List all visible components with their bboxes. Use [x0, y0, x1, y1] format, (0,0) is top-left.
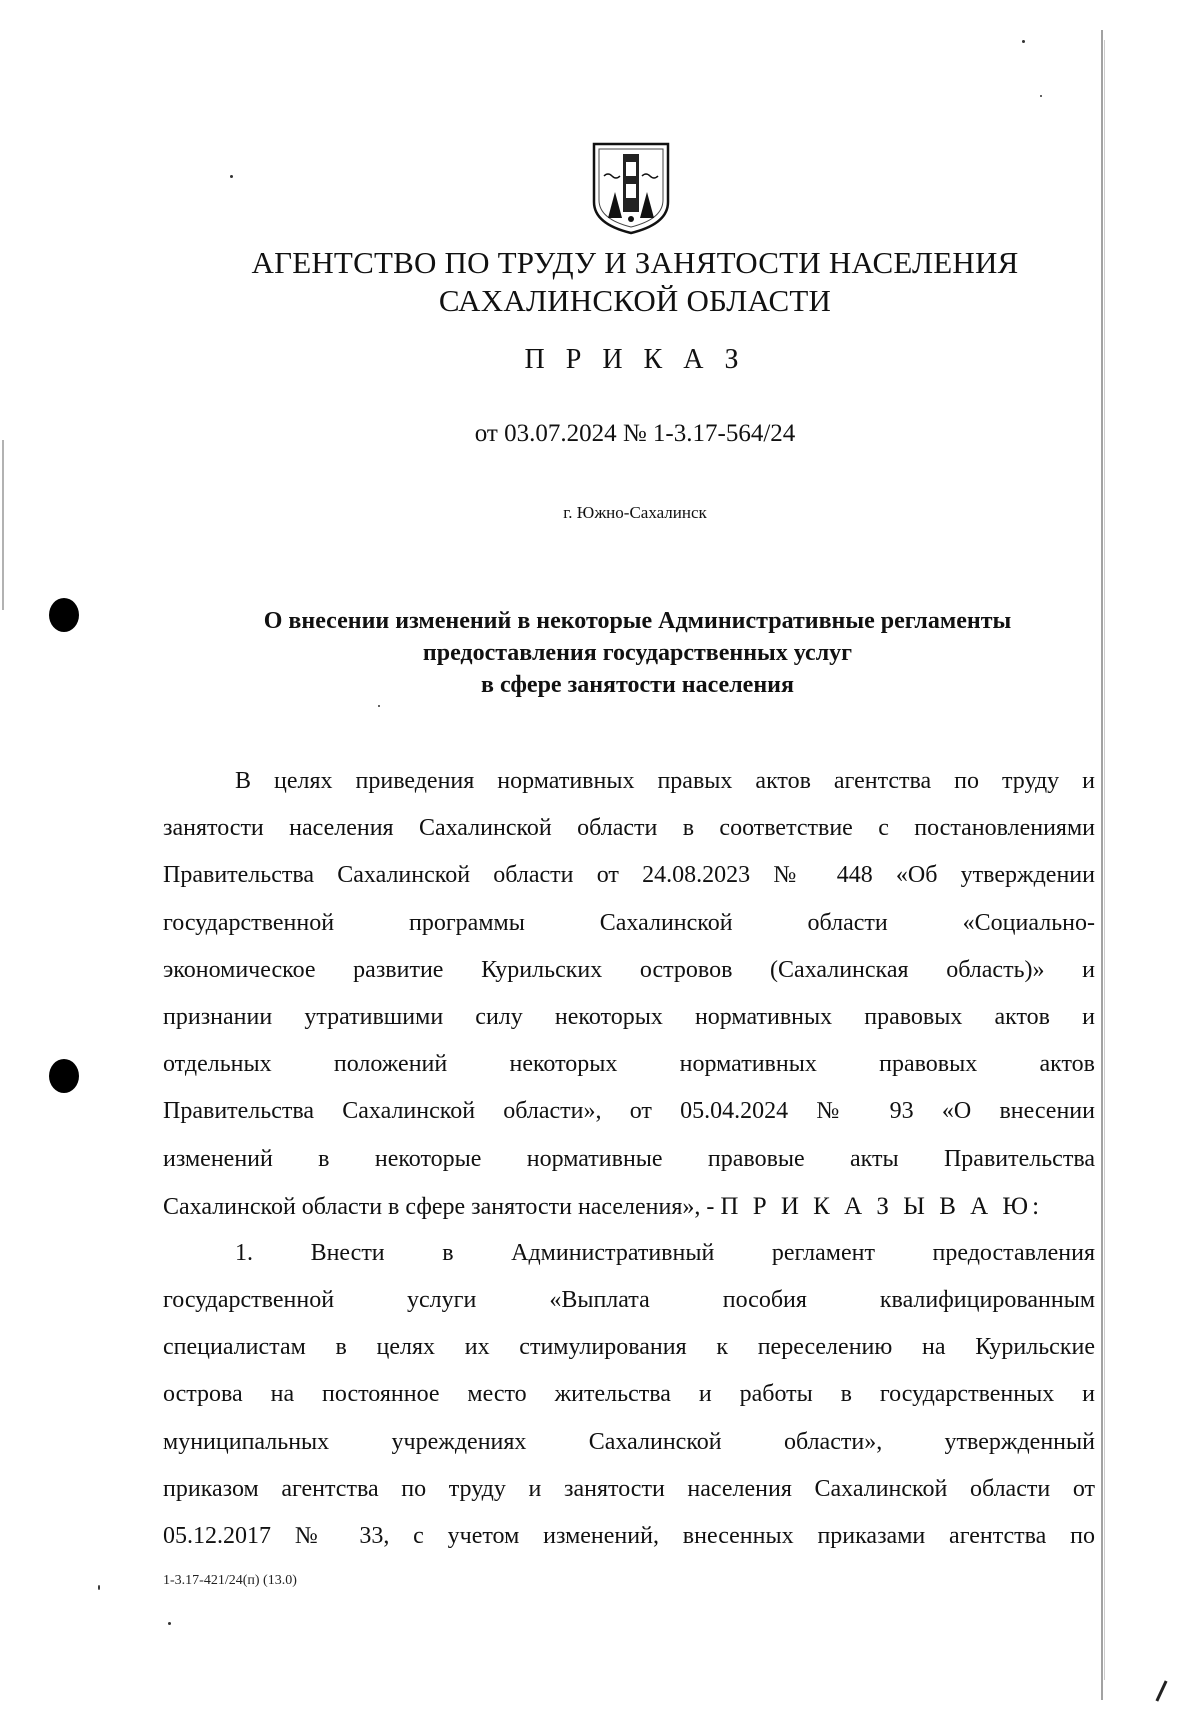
scan-speck — [1040, 95, 1042, 97]
body-line: занятости населения Сахалинской области в соответствие с постановлениями — [163, 815, 1095, 842]
agency-name-line-1: АГЕНТСТВО ПО ТРУДУ И ЗАНЯТОСТИ НАСЕЛЕНИЯ — [251, 245, 1019, 280]
body-line: отдельных положений некоторых нормативных правовых актов — [163, 1051, 1095, 1078]
body-line: Правительства Сахалинской области от 24.08.2023 № 448 «Об утверждении — [163, 862, 1095, 889]
body-line: изменений в некоторые нормативные правовые акты Правительства — [163, 1145, 1095, 1172]
body-line: признании утратившими силу некоторых нормативных правовых актов и — [163, 1003, 1095, 1030]
document-subject — [150, 605, 1125, 701]
body-line: Правительства Сахалинской области», от 05.04.2024 № 93 «О внесении — [163, 1098, 1095, 1125]
subject-line: в сфере занятости населения — [481, 672, 794, 698]
body-line: приказом агентства по труду и занятости населения Сахалинской области от — [163, 1475, 1095, 1502]
document-city: г. Южно-Сахалинск — [563, 503, 707, 522]
document-date-number: от 03.07.2024 № 1-3.17-564/24 — [474, 420, 796, 447]
body-line: государственной программы Сахалинской области «Социально- — [163, 909, 1095, 936]
body-line: специалистам в целях их стимулирования к переселению на Курильские — [163, 1334, 1095, 1361]
pen-mark — [1155, 1680, 1167, 1701]
subject-line: О внесении изменений в некоторые Административные регламенты — [263, 608, 1012, 634]
body-line: 1. Внести в Административный регламент предоставления — [235, 1239, 1095, 1266]
body-line — [163, 1183, 1095, 1230]
scan-speck — [98, 1585, 100, 1590]
scan-speck — [230, 175, 233, 178]
document-body — [163, 758, 1095, 1560]
subject-line: предоставления государственных услуг — [422, 640, 853, 666]
order-keyword: П Р И К А З Ы В А Ю: — [720, 1192, 1044, 1220]
body-line: В целях приведения нормативных правых актов агентства по труду и — [235, 768, 1095, 794]
agency-name-line-2: САХАЛИНСКОЙ ОБЛАСТИ — [438, 283, 832, 318]
body-line: острова на постоянное место жительства и работы в государственных и — [163, 1381, 1095, 1408]
body-line: государственной услуги «Выплата пособия квалифицированным — [163, 1287, 1095, 1314]
footer-document-code: 1-3.17-421/24(п) (13.0) — [163, 1573, 297, 1588]
body-line-text: Сахалинской области в сфере занятости населения», - — [163, 1193, 715, 1220]
punch-hole — [49, 1059, 79, 1093]
scan-speck — [1022, 40, 1025, 43]
scan-edge-line — [2, 440, 4, 610]
scan-speck — [168, 1622, 171, 1625]
document-type-title: П Р И К А З — [524, 344, 746, 375]
punch-hole — [49, 598, 79, 632]
body-line: муниципальных учреждениях Сахалинской области», утвержденный — [163, 1428, 1095, 1455]
scan-speck — [378, 705, 380, 707]
coat-of-arms-emblem — [590, 140, 672, 236]
body-line: экономическое развитие Курильских островов (Сахалинская область)» и — [163, 956, 1095, 983]
body-line: 05.12.2017 № 33, с учетом изменений, внесенных приказами агентства по — [163, 1523, 1095, 1549]
